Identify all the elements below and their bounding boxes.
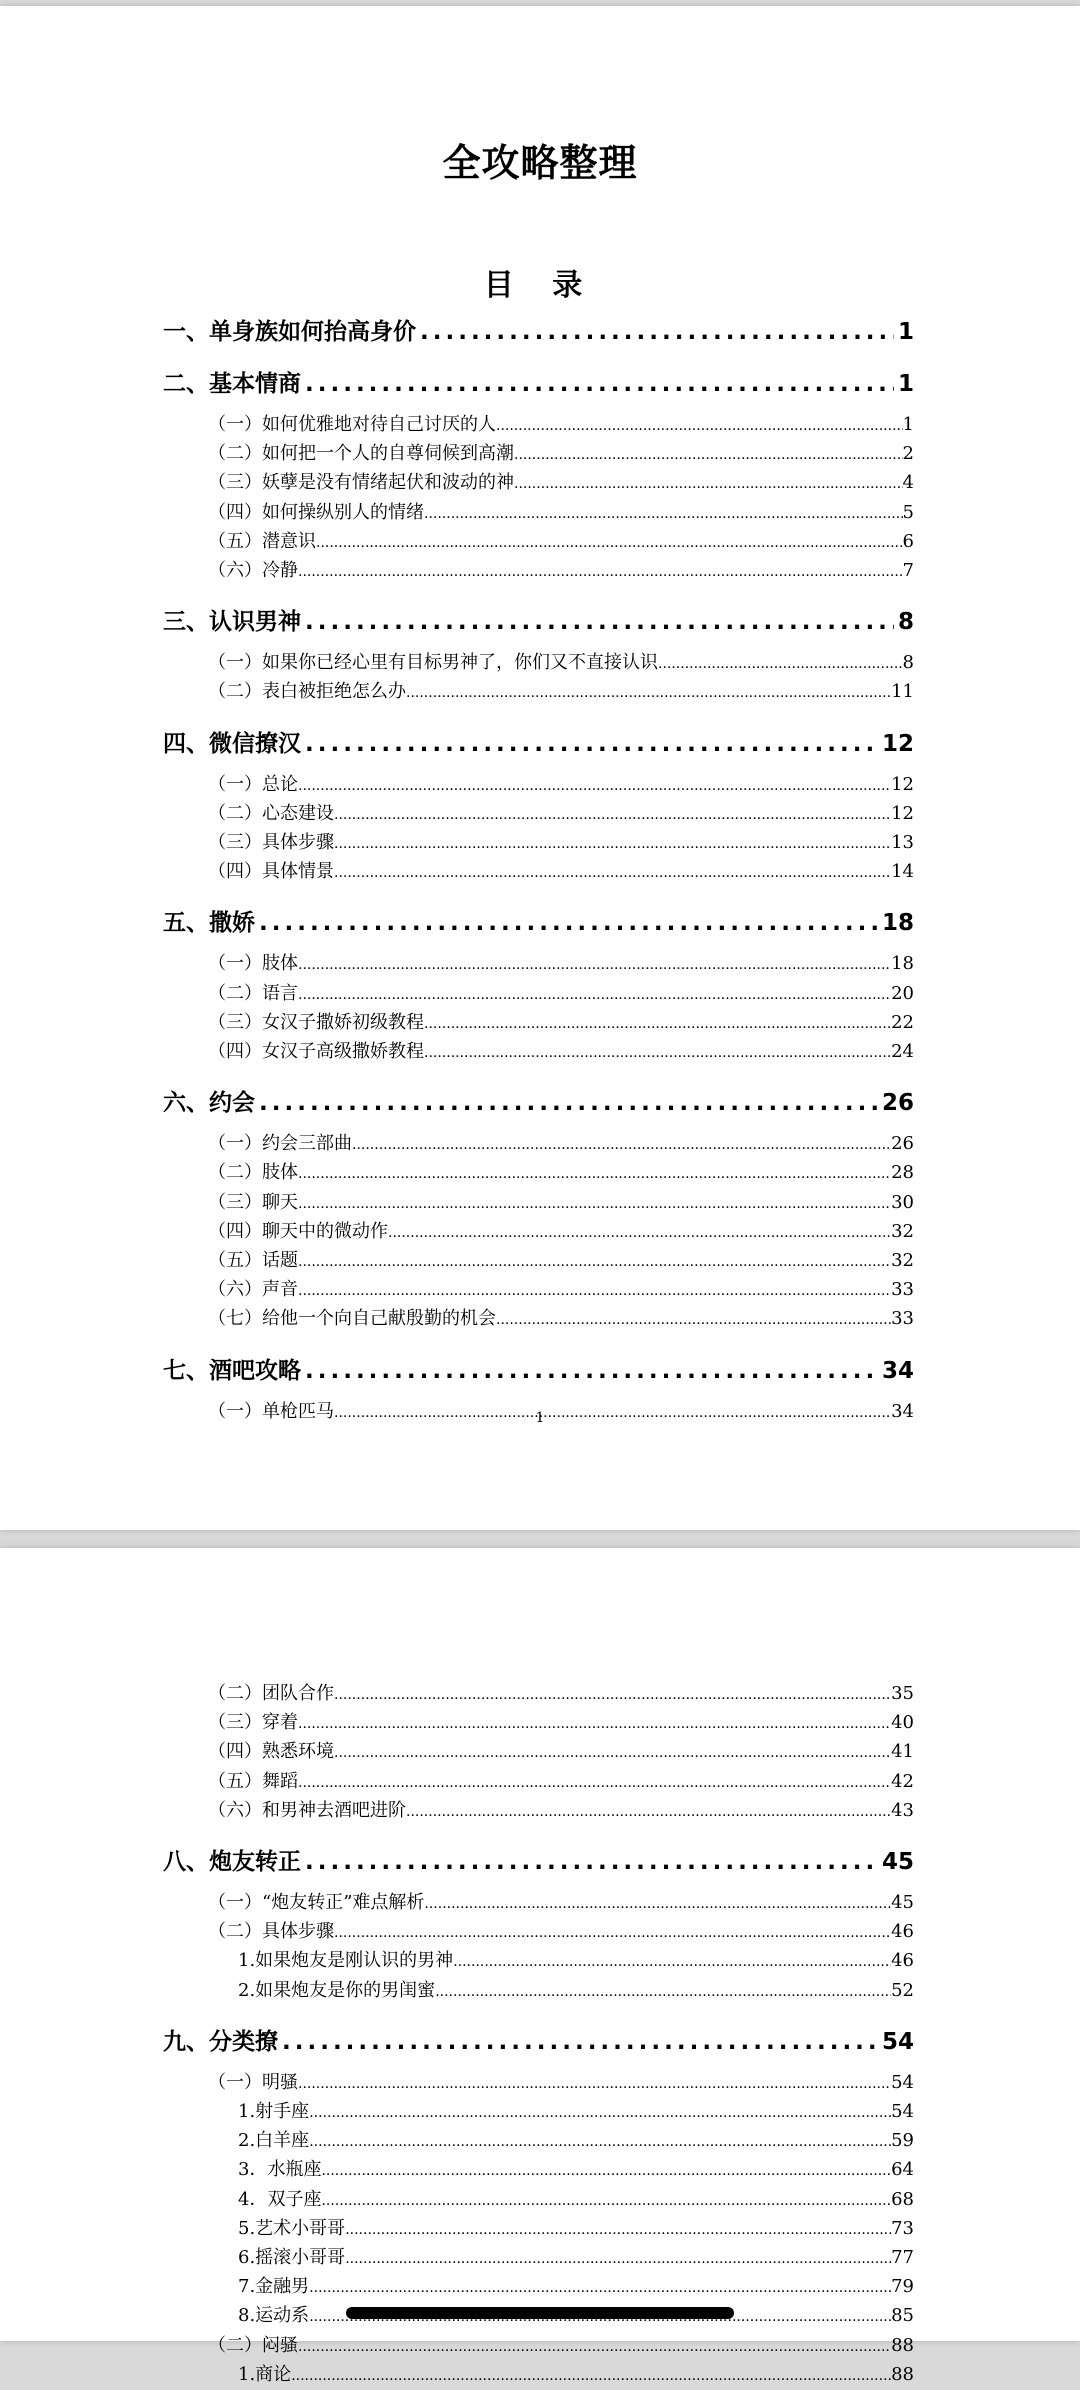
toc-entry-section[interactable] <box>208 2069 914 2098</box>
toc-entry-label: 8.运动系 <box>238 2305 310 2327</box>
toc-entry-page-number: 1 <box>902 414 914 435</box>
toc-entry-chapter[interactable] <box>163 908 914 939</box>
toc-dot-leader <box>345 2216 891 2244</box>
toc-dot-leader <box>298 772 891 800</box>
toc-dot-leader <box>334 1739 891 1767</box>
toc-dot-leader <box>305 369 894 400</box>
toc-entry-page-number: 8 <box>897 609 914 636</box>
toc-entry-section[interactable] <box>208 1189 914 1218</box>
toc-entry-chapter[interactable] <box>163 2027 914 2058</box>
toc-entry-section[interactable] <box>208 1918 914 1947</box>
toc-entry-label: 一、单身族如何抬高身价 <box>163 319 416 345</box>
toc-entry-page-number: 59 <box>891 2130 914 2152</box>
toc-entry-section[interactable] <box>208 1797 914 1826</box>
toc-entry-section[interactable] <box>208 1247 914 1276</box>
toc-entry-page-number: 40 <box>891 1712 914 1734</box>
toc-entry-page-number: 68 <box>891 2188 914 2210</box>
toc-entry-label: （四）如何操纵别人的情绪 <box>208 501 424 523</box>
toc-entry-sub[interactable] <box>238 2361 914 2390</box>
toc-dot-leader <box>424 1010 891 1038</box>
toc-entry-page-number: 18 <box>891 953 914 975</box>
toc-entry-page-number: 45 <box>881 1849 914 1876</box>
toc-entry-label: 四、微信撩汉 <box>163 730 301 757</box>
toc-entry-label: （七）给他一个向自己献殷勤的机会 <box>208 1308 496 1330</box>
toc-entry-page-number: 79 <box>891 2276 914 2298</box>
toc-entry-label: （二）闷骚 <box>208 2334 298 2356</box>
toc-entry-section[interactable] <box>208 800 914 829</box>
toc-dot-leader <box>424 1890 891 1918</box>
toc-dot-leader <box>259 908 878 939</box>
toc-entry-label: （三）女汉子撒娇初级教程 <box>208 1011 424 1033</box>
toc-entry-label: （五）舞蹈 <box>208 1770 298 1792</box>
toc-dot-leader <box>334 830 891 858</box>
toc-dot-leader <box>345 2245 891 2273</box>
toc-entry-page-number: 12 <box>881 730 914 757</box>
toc-dot-leader <box>282 2027 878 2058</box>
toc-dot-leader <box>321 2157 891 2185</box>
home-indicator[interactable] <box>346 2307 734 2319</box>
toc-entry-page-number: 8 <box>902 652 914 674</box>
toc-entry-label: 1.如果炮友是刚认识的男神 <box>238 1950 454 1972</box>
toc-entry-page-number: 34 <box>891 1400 914 1422</box>
toc-dot-leader <box>352 1131 891 1159</box>
toc-entry-label: 7.金融男 <box>238 2276 310 2298</box>
toc-dot-leader <box>334 801 891 829</box>
toc-entry-label: （二）心态建设 <box>208 802 334 824</box>
document-page-1 <box>0 6 1080 1530</box>
document-page-2 <box>0 1548 1080 2385</box>
toc-entry-section[interactable] <box>208 411 914 440</box>
toc-entry-page-number: 73 <box>891 2217 914 2239</box>
toc-entry-label: （一）总论 <box>208 773 298 795</box>
toc-entry-page-number: 13 <box>891 832 914 854</box>
toc-entry-page-number: 26 <box>891 1133 914 1155</box>
toc-dot-leader <box>298 2070 891 2098</box>
toc-entry-section[interactable] <box>208 678 914 707</box>
toc-entry-page-number: 85 <box>891 2305 914 2327</box>
toc-entry-page-number: 30 <box>891 1191 914 1213</box>
toc-entry-page-number: 6 <box>902 530 914 552</box>
toc-entry-section[interactable] <box>208 980 914 1009</box>
table-of-contents <box>0 317 1080 1427</box>
toc-entry-section[interactable] <box>208 1009 914 1038</box>
toc-dot-leader <box>496 1306 891 1334</box>
toc-dot-leader <box>259 1088 878 1119</box>
toc-dot-leader <box>298 981 891 1009</box>
toc-entry-section[interactable] <box>208 1130 914 1159</box>
toc-entry-label: （一）“炮友转正”难点解析 <box>208 1892 425 1914</box>
toc-dot-leader <box>298 558 903 586</box>
toc-entry-label: （二）团队合作 <box>208 1683 334 1704</box>
toc-dot-leader <box>514 441 903 469</box>
toc-entry-chapter[interactable] <box>163 1088 914 1119</box>
toc-entry-sub[interactable] <box>238 2098 914 2127</box>
toc-entry-label: （二）肢体 <box>208 1162 298 1184</box>
toc-entry-section[interactable] <box>208 1889 914 1918</box>
toc-entry-label: （二）如何把一个人的自尊伺候到高潮 <box>208 443 514 465</box>
toc-entry-label: 五、撒娇 <box>163 910 255 937</box>
toc-entry-page-number: 41 <box>891 1741 914 1763</box>
toc-entry-page-number: 77 <box>891 2247 914 2269</box>
toc-entry-page-number: 20 <box>891 982 914 1004</box>
page-number-footer: 1 <box>535 1410 545 1426</box>
toc-entry-label: （四）熟悉环境 <box>208 1741 334 1763</box>
toc-dot-leader <box>309 2128 891 2156</box>
toc-dot-leader <box>496 412 903 440</box>
toc-dot-leader <box>424 1039 891 1067</box>
toc-dot-leader <box>305 1356 878 1387</box>
toc-entry-label: （二）语言 <box>208 982 298 1004</box>
toc-entry-page-number: 32 <box>891 1250 914 1272</box>
toc-entry-chapter[interactable] <box>163 607 914 638</box>
toc-entry-label: （五）潜意识 <box>208 530 316 552</box>
toc-entry-chapter[interactable] <box>163 1356 914 1387</box>
toc-entry-page-number: 11 <box>891 681 914 703</box>
toc-entry-section[interactable] <box>208 1709 914 1738</box>
toc-dot-leader <box>305 607 894 638</box>
toc-entry-page-number: 33 <box>891 1308 914 1330</box>
toc-entry-page-number: 2 <box>902 443 914 465</box>
toc-dot-leader <box>298 1190 891 1218</box>
toc-dot-leader <box>424 500 903 528</box>
toc-dot-leader <box>298 2333 891 2361</box>
toc-entry-sub[interactable] <box>238 2215 914 2244</box>
toc-entry-section[interactable] <box>208 469 914 498</box>
toc-entry-page-number: 45 <box>891 1892 914 1914</box>
toc-entry-page-number: 88 <box>891 2334 914 2356</box>
toc-entry-label: （一）约会三部曲 <box>208 1133 352 1155</box>
toc-dot-leader <box>305 729 878 760</box>
toc-entry-page-number: 46 <box>891 1921 914 1943</box>
toc-entry-label: 1.射手座 <box>238 2101 310 2123</box>
toc-entry-label: （六）声音 <box>208 1279 298 1301</box>
toc-entry-section[interactable] <box>208 1768 914 1797</box>
table-of-contents-continued <box>0 1680 1080 2390</box>
toc-entry-sub[interactable] <box>238 2244 914 2273</box>
toc-entry-section[interactable] <box>208 649 914 678</box>
toc-entry-page-number: 52 <box>891 1979 914 2001</box>
toc-dot-leader <box>334 1681 891 1709</box>
toc-entry-label: （一）单枪匹马 <box>208 1400 334 1422</box>
toc-entry-page-number: 14 <box>891 861 914 883</box>
toc-dot-leader <box>298 1277 891 1305</box>
toc-dot-leader <box>334 859 891 887</box>
toc-entry-label: （一）如何优雅地对待自己讨厌的人 <box>208 414 496 435</box>
toc-entry-label: 1.商论 <box>238 2363 292 2385</box>
toc-entry-page-number: 54 <box>891 2101 914 2123</box>
toc-entry-label: 三、认识男神 <box>163 609 301 636</box>
toc-dot-leader <box>435 1978 891 2006</box>
toc-entry-page-number: 12 <box>891 802 914 824</box>
document-title: 全攻略整理 <box>442 141 638 185</box>
toc-dot-leader <box>388 1219 891 1247</box>
toc-entry-section[interactable] <box>208 2332 914 2361</box>
toc-entry-page-number: 64 <box>891 2159 914 2181</box>
toc-entry-page-number: 34 <box>881 1357 914 1384</box>
toc-entry-section[interactable] <box>208 499 914 528</box>
toc-dot-leader <box>309 2274 891 2302</box>
toc-entry-page-number: 54 <box>881 2028 914 2055</box>
toc-dot-leader <box>298 1710 891 1738</box>
toc-entry-section[interactable] <box>208 1738 914 1767</box>
toc-entry-page-number: 22 <box>891 1011 914 1033</box>
toc-dot-leader <box>420 317 894 348</box>
toc-entry-label: （一）明骚 <box>208 2071 298 2093</box>
toc-entry-page-number: 43 <box>891 1799 914 1821</box>
toc-entry-label: 2.白羊座 <box>238 2130 310 2152</box>
toc-entry-page-number: 88 <box>891 2363 914 2385</box>
toc-entry-label: 3．水瓶座 <box>238 2159 322 2181</box>
toc-entry-label: 6.摇滚小哥哥 <box>238 2247 346 2269</box>
toc-dot-leader <box>291 2362 891 2390</box>
toc-entry-label: （一）如果你已经心里有目标男神了，你们又不直接认识 <box>208 652 658 674</box>
toc-entry-section[interactable] <box>208 440 914 469</box>
toc-dot-leader <box>298 1769 891 1797</box>
toc-entry-sub[interactable] <box>238 2127 914 2156</box>
toc-entry-section[interactable] <box>208 1276 914 1305</box>
toc-entry-label: 4．双子座 <box>238 2188 322 2210</box>
toc-entry-section[interactable] <box>208 528 914 557</box>
toc-entry-label: （三）妖孽是没有情绪起伏和波动的神 <box>208 472 514 494</box>
toc-entry-page-number: 54 <box>891 2071 914 2093</box>
toc-entry-page-number: 18 <box>881 910 914 937</box>
toc-entry-label: （四）聊天中的微动作 <box>208 1220 388 1242</box>
toc-dot-leader <box>316 529 903 557</box>
toc-entry-page-number: 4 <box>902 472 914 494</box>
toc-entry-label: （四）具体情景 <box>208 861 334 883</box>
toc-entry-label: （三）聊天 <box>208 1191 298 1213</box>
toc-entry-sub[interactable] <box>238 1977 914 2006</box>
toc-entry-page-number: 1 <box>897 319 914 345</box>
toc-dot-leader <box>406 1798 891 1826</box>
toc-dot-leader <box>514 470 903 498</box>
toc-entry-section[interactable] <box>208 1159 914 1188</box>
toc-entry-label: （四）女汉子高级撒娇教程 <box>208 1041 424 1063</box>
toc-entry-label: （六）冷静 <box>208 560 298 582</box>
toc-entry-label: 2.如果炮友是你的男闺蜜 <box>238 1979 436 2001</box>
toc-dot-leader <box>305 1847 878 1878</box>
toc-entry-label: （三）穿着 <box>208 1712 298 1734</box>
toc-entry-section[interactable] <box>208 1218 914 1247</box>
toc-dot-leader <box>321 2187 891 2215</box>
toc-entry-label: 六、约会 <box>163 1090 255 1117</box>
toc-dot-leader <box>298 1160 891 1188</box>
toc-entry-section[interactable] <box>208 1305 914 1334</box>
toc-entry-sub[interactable] <box>238 2156 914 2185</box>
toc-entry-label: 七、酒吧攻略 <box>163 1357 301 1384</box>
toc-entry-page-number: 1 <box>897 371 914 397</box>
toc-entry-label: 九、分类撩 <box>163 2028 278 2055</box>
toc-dot-leader <box>298 1248 891 1276</box>
toc-dot-leader <box>309 2099 891 2127</box>
toc-entry-page-number: 7 <box>902 560 914 582</box>
toc-dot-leader <box>453 1948 891 1976</box>
toc-entry-chapter[interactable] <box>163 317 914 348</box>
toc-dot-leader <box>334 1919 891 1947</box>
toc-entry-section[interactable] <box>208 950 914 979</box>
toc-entry-page-number: 32 <box>891 1220 914 1242</box>
toc-entry-section[interactable] <box>208 557 914 586</box>
toc-entry-page-number: 42 <box>891 1770 914 1792</box>
toc-entry-section[interactable] <box>208 1038 914 1067</box>
toc-entry-label: 二、基本情商 <box>163 371 301 397</box>
toc-dot-leader <box>658 650 903 678</box>
toc-entry-chapter[interactable] <box>163 729 914 760</box>
toc-entry-sub[interactable] <box>238 2186 914 2215</box>
toc-entry-page-number: 28 <box>891 1162 914 1184</box>
toc-entry-page-number: 46 <box>891 1950 914 1972</box>
toc-entry-label: 八、炮友转正 <box>163 1849 301 1876</box>
toc-entry-page-number: 5 <box>902 501 914 523</box>
toc-entry-label: （三）具体步骤 <box>208 832 334 854</box>
toc-entry-label: （二）具体步骤 <box>208 1921 334 1943</box>
toc-entry-chapter[interactable] <box>163 1847 914 1878</box>
toc-entry-section[interactable] <box>208 829 914 858</box>
toc-entry-page-number: 26 <box>881 1090 914 1117</box>
toc-entry-sub[interactable] <box>238 1947 914 1976</box>
toc-entry-sub[interactable] <box>238 2273 914 2302</box>
toc-heading: 目 录 <box>483 268 597 303</box>
toc-entry-section[interactable] <box>208 858 914 887</box>
toc-entry-section[interactable] <box>208 771 914 800</box>
toc-entry-label: （二）表白被拒绝怎么办 <box>208 681 406 703</box>
toc-dot-leader <box>298 951 891 979</box>
toc-entry-label: （一）肢体 <box>208 953 298 975</box>
toc-entry-section[interactable] <box>208 1680 914 1709</box>
toc-entry-page-number: 33 <box>891 1279 914 1301</box>
toc-entry-page-number: 35 <box>891 1683 914 1704</box>
toc-entry-label: （五）话题 <box>208 1250 298 1272</box>
toc-entry-label: 5.艺术小哥哥 <box>238 2217 346 2239</box>
toc-entry-page-number: 12 <box>891 773 914 795</box>
toc-entry-page-number: 24 <box>891 1041 914 1063</box>
toc-dot-leader <box>406 679 891 707</box>
toc-entry-label: （六）和男神去酒吧进阶 <box>208 1799 406 1821</box>
toc-entry-chapter[interactable] <box>163 369 914 400</box>
